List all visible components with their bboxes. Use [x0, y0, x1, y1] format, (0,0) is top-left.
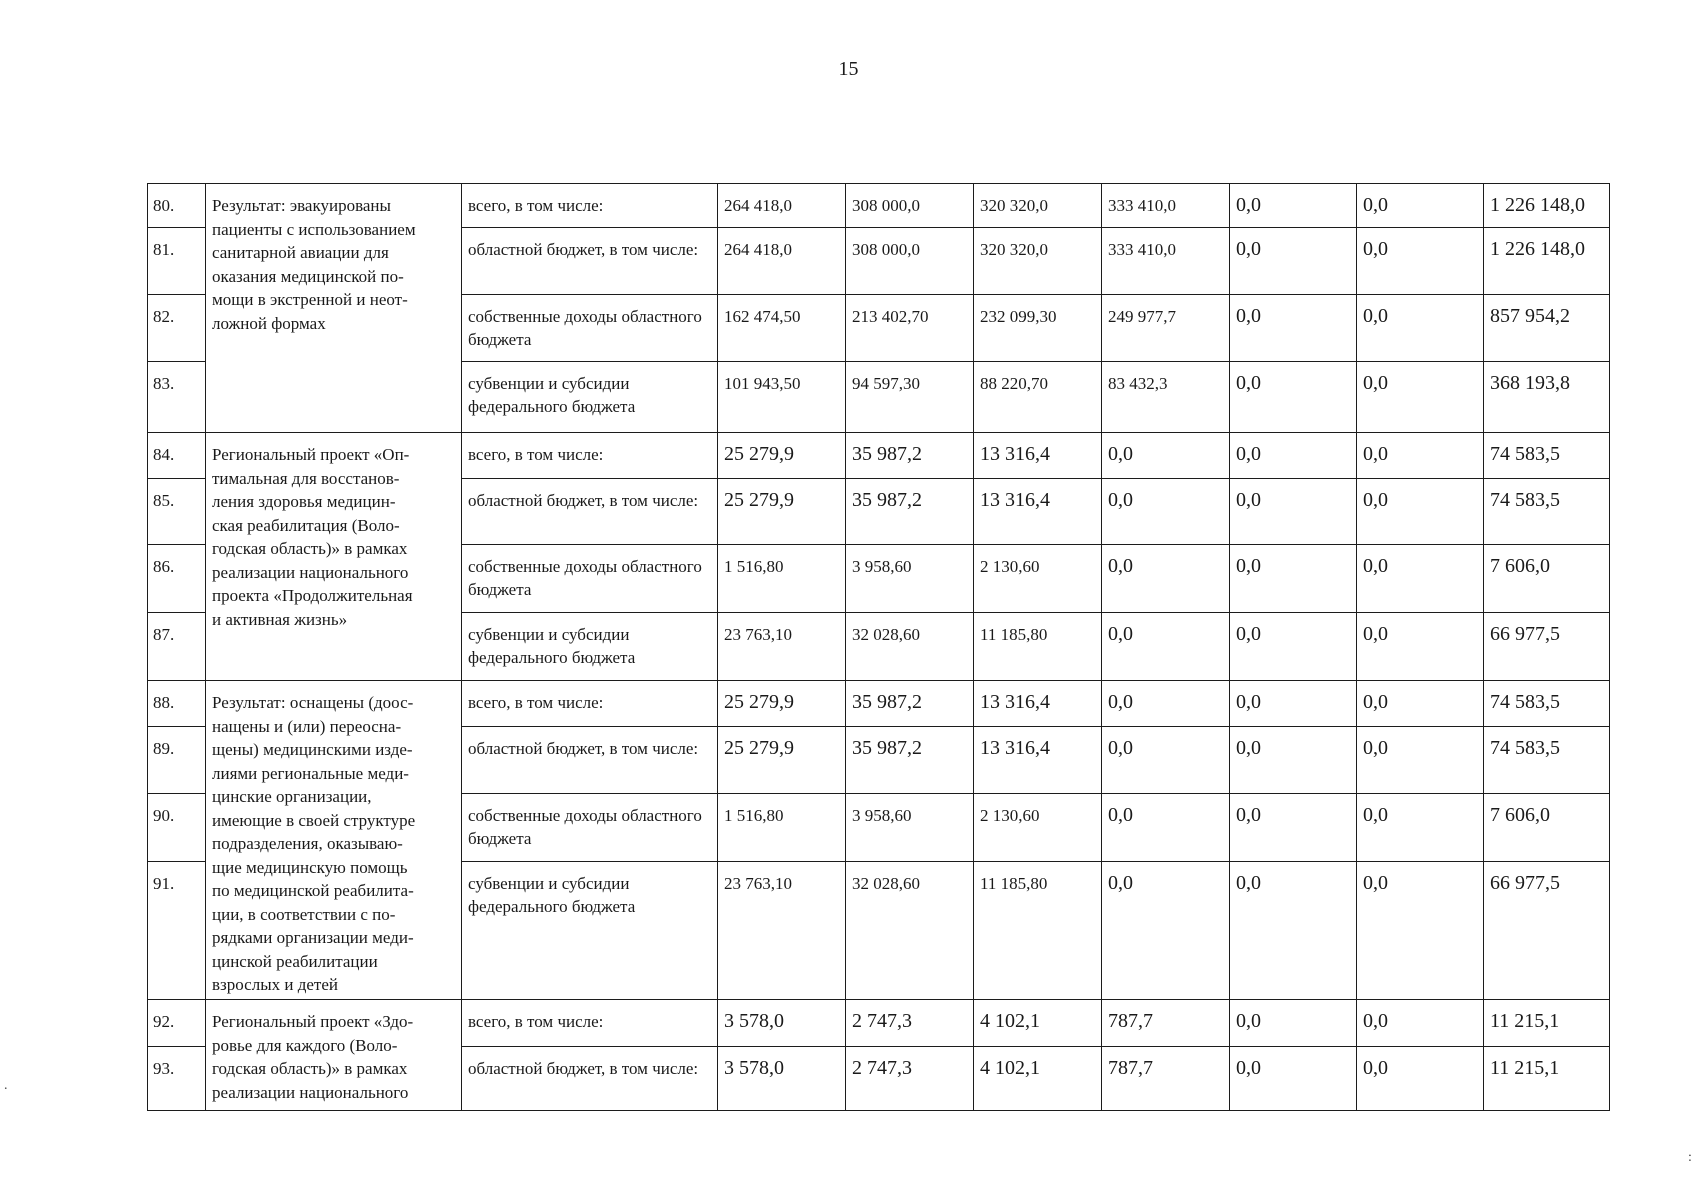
value-cell: 4 102,1 [974, 1000, 1102, 1047]
row-number: 91. [148, 862, 206, 1000]
value-cell: 857 954,2 [1484, 295, 1610, 362]
description-line: годская область)» в рамках [212, 539, 408, 558]
value-cell: 0,0 [1357, 433, 1484, 479]
description-line: ции, в соответствии с по- [212, 904, 396, 924]
value-cell: 35 987,2 [846, 727, 974, 794]
description-line: мощи в экстренной и неот- [212, 290, 408, 309]
table-row [148, 681, 1610, 727]
value-cell: 0,0 [1230, 479, 1357, 545]
table-row [148, 184, 1610, 228]
funding-source: областной бюджет, в том числе: [462, 1047, 718, 1111]
value-cell: 35 987,2 [846, 433, 974, 479]
description-line: реализации национального [212, 562, 409, 582]
value-cell: 213 402,70 [846, 295, 974, 362]
value-cell: 11 185,80 [974, 862, 1102, 1000]
value-cell: 0,0 [1357, 479, 1484, 545]
description-line: щие медицинскую помощь [212, 857, 408, 877]
description-line: ложной формах [212, 313, 326, 333]
value-cell: 35 987,2 [846, 681, 974, 727]
row-number: 89. [148, 727, 206, 794]
funding-source: областной бюджет, в том числе: [462, 228, 718, 295]
value-cell: 0,0 [1230, 228, 1357, 295]
value-cell: 320 320,0 [974, 228, 1102, 295]
value-cell: 88 220,70 [974, 362, 1102, 433]
value-cell: 3 958,60 [846, 545, 974, 613]
funding-source: собственные доходы областного бюджета [462, 794, 718, 862]
value-cell: 7 606,0 [1484, 545, 1610, 613]
description-line: реализации национального [212, 1082, 409, 1102]
value-cell: 101 943,50 [718, 362, 846, 433]
funding-source: собственные доходы областного бюджета [462, 545, 718, 613]
description-line: лиями региональные меди- [212, 763, 409, 783]
value-cell: 1 516,80 [718, 794, 846, 862]
funding-source: всего, в том числе: [462, 681, 718, 727]
row-number: 88. [148, 681, 206, 727]
row-number: 80. [148, 184, 206, 228]
table-body [148, 184, 1610, 1111]
value-cell: 1 226 148,0 [1484, 184, 1610, 228]
funding-source: субвенции и субсидии федерального бюджета [462, 362, 718, 433]
value-cell: 2 130,60 [974, 545, 1102, 613]
description-line: оказания медицинской по- [212, 266, 404, 286]
value-cell: 0,0 [1230, 362, 1357, 433]
value-cell: 11 215,1 [1484, 1047, 1610, 1111]
value-cell: 0,0 [1230, 794, 1357, 862]
value-cell: 0,0 [1230, 1000, 1357, 1047]
row-number: 83. [148, 362, 206, 433]
value-cell: 1 516,80 [718, 545, 846, 613]
value-cell: 0,0 [1357, 727, 1484, 794]
value-cell: 83 432,3 [1102, 362, 1230, 433]
value-cell: 0,0 [1102, 727, 1230, 794]
scan-mark-right: : [1688, 1150, 1692, 1165]
value-cell: 333 410,0 [1102, 228, 1230, 295]
value-cell: 32 028,60 [846, 613, 974, 681]
value-cell: 25 279,9 [718, 727, 846, 794]
value-cell: 0,0 [1230, 862, 1357, 1000]
table-row [148, 1000, 1610, 1047]
value-cell: 308 000,0 [846, 228, 974, 295]
value-cell: 787,7 [1102, 1000, 1230, 1047]
value-cell: 13 316,4 [974, 681, 1102, 727]
description-line: подразделения, оказываю- [212, 834, 403, 853]
row-number: 90. [148, 794, 206, 862]
value-cell: 0,0 [1102, 613, 1230, 681]
description-line: имеющие в своей структуре [212, 810, 416, 830]
value-cell: 0,0 [1357, 545, 1484, 613]
value-cell: 11 185,80 [974, 613, 1102, 681]
value-cell: 368 193,8 [1484, 362, 1610, 433]
row-number: 86. [148, 545, 206, 613]
value-cell: 0,0 [1102, 862, 1230, 1000]
description-line: по медицинской реабилита- [212, 881, 414, 900]
value-cell: 13 316,4 [974, 727, 1102, 794]
description-line: санитарной авиации для [212, 243, 389, 262]
group-description [206, 681, 462, 1000]
value-cell: 0,0 [1230, 295, 1357, 362]
group-description [206, 184, 462, 433]
value-cell: 66 977,5 [1484, 613, 1610, 681]
value-cell: 3 958,60 [846, 794, 974, 862]
value-cell: 0,0 [1230, 184, 1357, 228]
value-cell: 94 597,30 [846, 362, 974, 433]
value-cell: 13 316,4 [974, 479, 1102, 545]
value-cell: 13 316,4 [974, 433, 1102, 479]
value-cell: 0,0 [1357, 613, 1484, 681]
funding-source: всего, в том числе: [462, 184, 718, 228]
value-cell: 0,0 [1102, 681, 1230, 727]
group-description [206, 1000, 462, 1111]
value-cell: 0,0 [1357, 184, 1484, 228]
scan-mark-left: . [4, 1078, 8, 1093]
value-cell: 25 279,9 [718, 681, 846, 727]
value-cell: 232 099,30 [974, 295, 1102, 362]
value-cell: 0,0 [1357, 295, 1484, 362]
value-cell: 23 763,10 [718, 613, 846, 681]
value-cell: 0,0 [1357, 862, 1484, 1000]
value-cell: 264 418,0 [718, 228, 846, 295]
value-cell: 3 578,0 [718, 1047, 846, 1111]
description-line: цинские организации, [212, 787, 372, 806]
value-cell: 3 578,0 [718, 1000, 846, 1047]
value-cell: 32 028,60 [846, 862, 974, 1000]
value-cell: 249 977,7 [1102, 295, 1230, 362]
value-cell: 0,0 [1357, 1047, 1484, 1111]
value-cell: 308 000,0 [846, 184, 974, 228]
value-cell: 74 583,5 [1484, 681, 1610, 727]
value-cell: 11 215,1 [1484, 1000, 1610, 1047]
value-cell: 320 320,0 [974, 184, 1102, 228]
value-cell: 0,0 [1357, 228, 1484, 295]
group-description [206, 433, 462, 681]
value-cell: 74 583,5 [1484, 727, 1610, 794]
funding-source: областной бюджет, в том числе: [462, 727, 718, 794]
value-cell: 74 583,5 [1484, 479, 1610, 545]
value-cell: 0,0 [1230, 681, 1357, 727]
value-cell: 0,0 [1102, 433, 1230, 479]
value-cell: 7 606,0 [1484, 794, 1610, 862]
funding-source: субвенции и субсидии федерального бюджета [462, 613, 718, 681]
value-cell: 0,0 [1230, 433, 1357, 479]
funding-source: собственные доходы областного бюджета [462, 295, 718, 362]
table-row [148, 433, 1610, 479]
funding-source: субвенции и субсидии федерального бюджета [462, 862, 718, 1000]
value-cell: 0,0 [1357, 681, 1484, 727]
description-line: тимальная для восстанов- [212, 468, 400, 488]
value-cell: 0,0 [1102, 545, 1230, 613]
value-cell: 333 410,0 [1102, 184, 1230, 228]
page-number: 15 [838, 58, 859, 80]
value-cell: 0,0 [1357, 362, 1484, 433]
value-cell: 23 763,10 [718, 862, 846, 1000]
description-line: цинской реабилитации [212, 951, 378, 971]
row-number: 93. [148, 1047, 206, 1111]
description-line: щены) медицинскими изде- [212, 740, 413, 759]
description-line: ления здоровья медицин- [212, 492, 396, 511]
description-line: ровье для каждого (Воло- [212, 1035, 398, 1055]
description-line: Региональный проект «Оп- [212, 445, 410, 464]
value-cell: 0,0 [1230, 613, 1357, 681]
value-cell: 35 987,2 [846, 479, 974, 545]
value-cell: 25 279,9 [718, 433, 846, 479]
value-cell: 0,0 [1230, 1047, 1357, 1111]
value-cell: 2 747,3 [846, 1047, 974, 1111]
description-line: проекта «Продолжительная [212, 586, 413, 605]
value-cell: 74 583,5 [1484, 433, 1610, 479]
row-number: 81. [148, 228, 206, 295]
value-cell: 4 102,1 [974, 1047, 1102, 1111]
row-number: 92. [148, 1000, 206, 1047]
row-number: 85. [148, 479, 206, 545]
description-line: взрослых и детей [212, 975, 338, 994]
description-line: годская область)» в рамках [212, 1059, 408, 1078]
value-cell: 0,0 [1102, 794, 1230, 862]
row-number: 82. [148, 295, 206, 362]
value-cell: 66 977,5 [1484, 862, 1610, 1000]
value-cell: 0,0 [1230, 545, 1357, 613]
description-line: и активная жизнь» [212, 609, 348, 629]
funding-source: всего, в том числе: [462, 433, 718, 479]
value-cell: 25 279,9 [718, 479, 846, 545]
value-cell: 787,7 [1102, 1047, 1230, 1111]
budget-table [147, 183, 1610, 1111]
description-line: ская реабилитация (Воло- [212, 515, 400, 535]
value-cell: 1 226 148,0 [1484, 228, 1610, 295]
description-line: Результат: эвакуированы [212, 196, 391, 215]
description-line: Результат: оснащены (доос- [212, 693, 414, 712]
value-cell: 162 474,50 [718, 295, 846, 362]
description-line: нащены и (или) переосна- [212, 716, 402, 736]
value-cell: 2 747,3 [846, 1000, 974, 1047]
value-cell: 0,0 [1102, 479, 1230, 545]
value-cell: 0,0 [1357, 794, 1484, 862]
funding-source: областной бюджет, в том числе: [462, 479, 718, 545]
funding-source: всего, в том числе: [462, 1000, 718, 1047]
value-cell: 264 418,0 [718, 184, 846, 228]
row-number: 84. [148, 433, 206, 479]
description-line: Региональный проект «Здо- [212, 1012, 414, 1031]
description-line: рядками организации меди- [212, 928, 414, 947]
value-cell: 2 130,60 [974, 794, 1102, 862]
row-number: 87. [148, 613, 206, 681]
value-cell: 0,0 [1230, 727, 1357, 794]
value-cell: 0,0 [1357, 1000, 1484, 1047]
description-line: пациенты с использованием [212, 219, 416, 239]
